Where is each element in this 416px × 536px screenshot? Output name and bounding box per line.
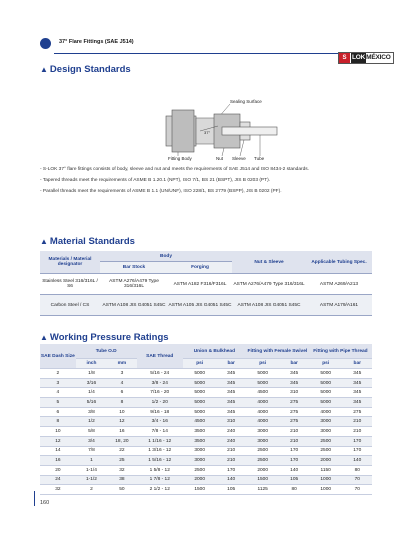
cell-swivel-psi: 4000 — [246, 398, 280, 408]
cell-mm: 10 — [107, 407, 136, 417]
cell-sae-dash: 5 — [40, 398, 76, 408]
cell-forging: ASTM A182 F316/F316L — [168, 274, 232, 295]
cell-mm: 3 — [107, 369, 136, 379]
cell-swivel-psi: 5000 — [246, 369, 280, 379]
label-sleeve: Sleeve — [232, 156, 246, 161]
cell-union-bar: 240 — [216, 427, 245, 437]
cell-forging: ASTM A105 JIS G4051 S45C — [168, 295, 232, 316]
cell-swivel-bar: 275 — [279, 417, 308, 427]
header-rule — [54, 53, 366, 54]
cell-pipe-bar: 345 — [343, 388, 373, 398]
cell-union-psi: 2500 — [183, 465, 217, 475]
cell-swivel-bar: 170 — [279, 456, 308, 466]
table-row — [40, 465, 372, 475]
page-subtitle: 37° Flare Fittings (SAE J514) — [59, 39, 134, 45]
cell-union-bar: 345 — [216, 378, 245, 388]
logo-wordmark — [351, 53, 391, 63]
cell-inch: 5/8 — [76, 427, 108, 437]
col-header-bar-stock: Bar Stock — [100, 262, 168, 274]
table-row — [40, 475, 372, 485]
cell-swivel-psi: 4000 — [246, 417, 280, 427]
brand-logo — [338, 52, 394, 64]
cell-mm: 8 — [107, 398, 136, 408]
cell-sae-thread: 2 1/2 - 12 — [137, 485, 183, 495]
cell-union-psi: 3500 — [183, 436, 217, 446]
cell-pipe-bar: 345 — [343, 398, 373, 408]
flare-fitting-diagram — [160, 96, 280, 162]
cell-swivel-bar: 105 — [279, 475, 308, 485]
cell-sae-thread: 3/8 - 24 — [137, 378, 183, 388]
cell-inch: 3/16 — [76, 378, 108, 388]
cell-inch: 1 — [76, 456, 108, 466]
cell-swivel-bar: 140 — [279, 465, 308, 475]
cell-sae-dash: 6 — [40, 407, 76, 417]
cell-swivel-bar: 210 — [279, 427, 308, 437]
cell-union-psi: 3500 — [183, 427, 217, 437]
cell-swivel-bar: 275 — [279, 398, 308, 408]
col-header-psi: psi — [309, 359, 343, 369]
label-angle: 37° — [204, 130, 211, 135]
cell-pipe-psi: 1000 — [309, 475, 343, 485]
table-row — [40, 446, 372, 456]
col-header-body: Body — [100, 251, 232, 262]
cell-sae-dash: 12 — [40, 436, 76, 446]
cell-pipe-psi: 3000 — [309, 427, 343, 437]
cell-swivel-bar: 310 — [279, 388, 308, 398]
cell-pipe-bar: 170 — [343, 446, 373, 456]
cell-sae-thread: 7/8 - 14 — [137, 427, 183, 437]
table-row — [40, 369, 372, 379]
cell-swivel-psi: 2500 — [246, 456, 280, 466]
cell-pipe-psi: 5000 — [309, 398, 343, 408]
cell-pipe-bar: 70 — [343, 485, 373, 495]
cell-mm: 32 — [107, 465, 136, 475]
cell-tubing: ASTM A179/A161 — [306, 295, 372, 316]
section-arrow-icon: ▲ — [40, 237, 48, 246]
cell-nut-sleeve: ASTM A108 JIS G4051 S45C — [232, 295, 306, 316]
cell-sae-dash: 10 — [40, 427, 76, 437]
cell-sae-dash: 2 — [40, 369, 76, 379]
material-standards-heading — [40, 236, 135, 247]
cell-pipe-bar: 210 — [343, 427, 373, 437]
cell-pipe-psi: 5000 — [309, 388, 343, 398]
cell-swivel-psi: 2000 — [246, 465, 280, 475]
cell-mm: 16 — [107, 427, 136, 437]
cell-swivel-bar: 170 — [279, 446, 308, 456]
cell-union-bar: 170 — [216, 465, 245, 475]
col-header-sae-dash: SAE Dash Size — [40, 344, 76, 369]
label-sealing-surface: Sealing Surface — [230, 99, 262, 104]
cell-swivel-bar: 210 — [279, 436, 308, 446]
design-notes — [40, 164, 380, 197]
footer-rule — [34, 491, 35, 506]
cell-sae-dash: 32 — [40, 485, 76, 495]
design-standards-heading — [40, 64, 131, 75]
logo-lok: LOK — [352, 54, 366, 61]
material-standards-title: Material Standards — [49, 236, 135, 247]
table-row — [40, 407, 372, 417]
col-header-tube-od: Tube O.D — [76, 344, 137, 359]
table-row — [40, 485, 372, 495]
cell-mm: 12 — [107, 417, 136, 427]
cell-inch: 7/8 — [76, 446, 108, 456]
cell-sae-thread: 1 7/8 - 12 — [137, 475, 183, 485]
note-item: - Parallel threads meet the requirements of ASME B 1.1 (UN/UNF), ISO 228/1, BS 2779 (BSPP), JIS B 0202 (PF). — [40, 189, 282, 194]
cell-sae-dash: 3 — [40, 378, 76, 388]
cell-inch: 1/8 — [76, 369, 108, 379]
cell-union-psi: 5000 — [183, 369, 217, 379]
pressure-ratings-body — [40, 369, 372, 495]
cell-sae-dash: 4 — [40, 388, 76, 398]
col-header-union: Union & Bulkhead — [183, 344, 246, 359]
cell-pipe-psi: 1000 — [309, 485, 343, 495]
col-header-female-swivel: Fitting with Female Swivel — [246, 344, 309, 359]
cell-pipe-bar: 80 — [343, 465, 373, 475]
cell-union-psi: 3000 — [183, 446, 217, 456]
cell-mm: 25 — [107, 456, 136, 466]
cell-union-bar: 140 — [216, 475, 245, 485]
cell-sae-thread: 3/4 - 16 — [137, 417, 183, 427]
cell-pipe-psi: 4000 — [309, 407, 343, 417]
cell-pipe-psi: 1150 — [309, 465, 343, 475]
col-header-bar: bar — [343, 359, 373, 369]
cell-sae-dash: 16 — [40, 456, 76, 466]
logo-s-mark: S — [339, 53, 350, 63]
note-item: - S-LOK 37° flare fittings consists of body, sleeve and nut and meets the requirements of SAE J514 and ISO 8434-2 standards. — [40, 167, 310, 172]
col-header-tubing: Applicable Tubing Spec. — [306, 251, 372, 274]
cell-swivel-psi: 3000 — [246, 427, 280, 437]
cell-mm: 50 — [107, 485, 136, 495]
cell-pipe-psi: 2500 — [309, 436, 343, 446]
cell-inch: 5/16 — [76, 398, 108, 408]
cell-pipe-psi: 2500 — [309, 446, 343, 456]
table-row — [40, 436, 372, 446]
cell-union-bar: 345 — [216, 407, 245, 417]
cell-mm: 38 — [107, 475, 136, 485]
cell-pipe-psi: 5000 — [309, 378, 343, 388]
note-item: - Tapered threads meet the requirements of ASME B 1.20.1 (NPT), ISO 7/1, BS 21 (BSPT), JIS B 0203 (PT). — [40, 178, 270, 183]
col-header-forging: Forging — [168, 262, 232, 274]
col-header-mm: mm — [107, 359, 136, 369]
cell-sae-thread: 1 5/8 - 12 — [137, 465, 183, 475]
table-row — [40, 274, 372, 295]
cell-material: Stainless Steel 316/316L / S6 — [40, 274, 100, 295]
cell-inch: 1/2 — [76, 417, 108, 427]
section-arrow-icon: ▲ — [40, 333, 48, 342]
cell-union-bar: 345 — [216, 388, 245, 398]
cell-inch: 1/4 — [76, 388, 108, 398]
cell-swivel-bar: 345 — [279, 369, 308, 379]
cell-swivel-bar: 80 — [279, 485, 308, 495]
cell-union-psi: 2000 — [183, 475, 217, 485]
cell-inch: 1-1/2 — [76, 475, 108, 485]
col-header-psi: psi — [246, 359, 280, 369]
bullet-dot-icon — [40, 38, 51, 49]
label-nut: Nut — [216, 156, 224, 161]
cell-sae-thread: 1/2 - 20 — [137, 398, 183, 408]
cell-sae-thread: 7/16 - 20 — [137, 388, 183, 398]
logo-country: MÉXICO — [366, 54, 391, 61]
cell-union-psi: 5000 — [183, 407, 217, 417]
col-header-nut-sleeve: Nut & Sleeve — [232, 251, 306, 274]
cell-union-psi: 4500 — [183, 417, 217, 427]
cell-mm: 6 — [107, 388, 136, 398]
pressure-ratings-title: Working Pressure Ratings — [49, 332, 169, 343]
cell-union-psi: 5000 — [183, 398, 217, 408]
col-header-bar: bar — [216, 359, 245, 369]
col-header-psi: psi — [183, 359, 217, 369]
cell-union-bar: 310 — [216, 417, 245, 427]
cell-sae-dash: 8 — [40, 417, 76, 427]
cell-sae-thread: 1 1/16 - 12 — [137, 436, 183, 446]
cell-inch: 3/8 — [76, 407, 108, 417]
cell-mm: 4 — [107, 378, 136, 388]
cell-union-psi: 5000 — [183, 378, 217, 388]
col-header-sae-thread: SAE Thread — [137, 344, 183, 369]
table-row — [40, 456, 372, 466]
cell-union-bar: 345 — [216, 369, 245, 379]
cell-swivel-psi: 4500 — [246, 388, 280, 398]
label-tube: Tube — [254, 156, 265, 161]
cell-mm: 18, 20 — [107, 436, 136, 446]
design-standards-title: Design Standards — [49, 64, 131, 75]
cell-sae-thread: 5/16 - 24 — [137, 369, 183, 379]
cell-bar-stock: ASTM A108 JIS G4051 S45C — [100, 295, 168, 316]
cell-mm: 22 — [107, 446, 136, 456]
material-standards-table — [40, 251, 372, 316]
cell-pipe-bar: 70 — [343, 475, 373, 485]
tube-shape — [222, 127, 277, 135]
cell-sae-dash: 24 — [40, 475, 76, 485]
cell-union-bar: 240 — [216, 436, 245, 446]
cell-pipe-psi: 3000 — [309, 417, 343, 427]
cell-pipe-bar: 345 — [343, 378, 373, 388]
page-header — [34, 32, 392, 61]
cell-swivel-psi: 1125 — [246, 485, 280, 495]
cell-pipe-bar: 170 — [343, 436, 373, 446]
cell-union-bar: 210 — [216, 456, 245, 466]
cell-swivel-psi: 5000 — [246, 378, 280, 388]
cell-inch: 3/4 — [76, 436, 108, 446]
cell-swivel-psi: 3000 — [246, 436, 280, 446]
page-number: 160 — [40, 500, 50, 506]
pressure-ratings-table — [40, 344, 372, 495]
cell-sae-thread: 1 3/16 - 12 — [137, 446, 183, 456]
cell-swivel-psi: 4000 — [246, 407, 280, 417]
table-row — [40, 427, 372, 437]
col-header-bar: bar — [279, 359, 308, 369]
cell-swivel-psi: 2500 — [246, 446, 280, 456]
col-header-inch: inch — [76, 359, 108, 369]
cell-inch: 2 — [76, 485, 108, 495]
table-row — [40, 398, 372, 408]
cell-nut-sleeve: ASTM A276/A479 Type 316/316L — [232, 274, 306, 295]
cell-union-bar: 210 — [216, 446, 245, 456]
cell-union-psi: 1500 — [183, 485, 217, 495]
table-row — [40, 295, 372, 316]
cell-swivel-bar: 345 — [279, 378, 308, 388]
col-header-materials: Materials / Material designator — [40, 251, 100, 274]
cell-pipe-bar: 210 — [343, 417, 373, 427]
cell-swivel-psi: 1500 — [246, 475, 280, 485]
cell-union-bar: 105 — [216, 485, 245, 495]
cell-union-psi: 3000 — [183, 456, 217, 466]
pressure-ratings-heading — [40, 332, 169, 343]
table-row — [40, 388, 372, 398]
cell-sae-dash: 20 — [40, 465, 76, 475]
cell-pipe-psi: 2000 — [309, 456, 343, 466]
cell-swivel-bar: 275 — [279, 407, 308, 417]
table-row — [40, 378, 372, 388]
cell-material: Carbon Steel / CS — [40, 295, 100, 316]
cell-sae-thread: 9/16 - 18 — [137, 407, 183, 417]
table-row — [40, 417, 372, 427]
cell-pipe-psi: 5000 — [309, 369, 343, 379]
cell-pipe-bar: 140 — [343, 456, 373, 466]
cell-sae-thread: 1 5/16 - 12 — [137, 456, 183, 466]
col-header-pipe-thread: Fitting with Pipe Thread — [309, 344, 372, 359]
cell-union-bar: 345 — [216, 398, 245, 408]
cell-union-psi: 5000 — [183, 388, 217, 398]
label-fitting-body: Fitting Body — [168, 156, 192, 161]
cell-tubing: ASTM A269/A213 — [306, 274, 372, 295]
cell-bar-stock: ASTM A276/A479 Type 316/316L — [100, 274, 168, 295]
cell-pipe-bar: 275 — [343, 407, 373, 417]
cell-inch: 1-1/4 — [76, 465, 108, 475]
section-arrow-icon: ▲ — [40, 65, 48, 74]
cell-pipe-bar: 345 — [343, 369, 373, 379]
cell-sae-dash: 14 — [40, 446, 76, 456]
